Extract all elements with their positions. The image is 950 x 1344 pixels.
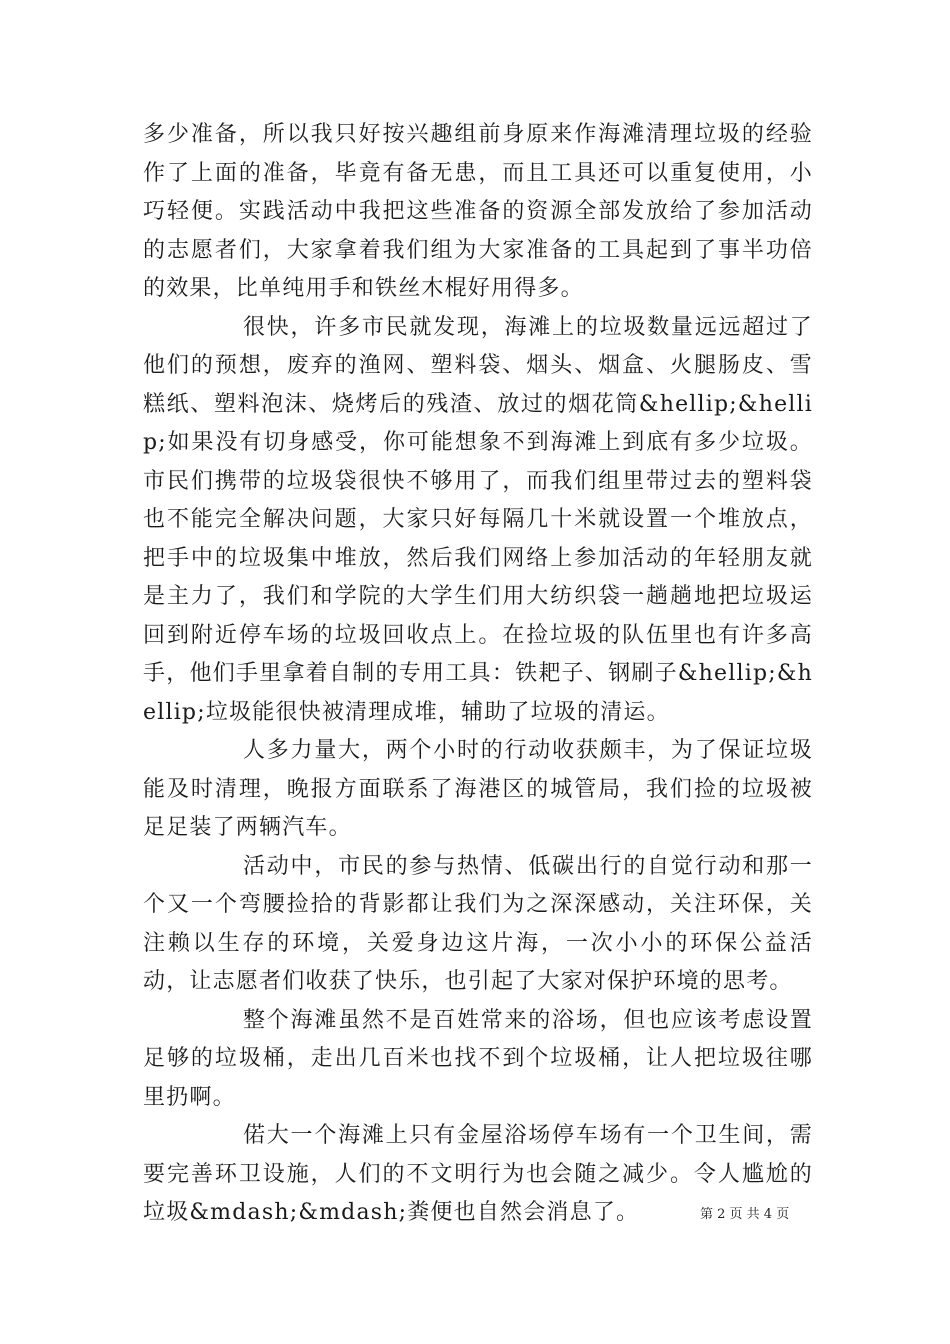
page-number-footer: 第 2 页 共 4 页 (700, 1207, 790, 1222)
paragraph: 人多力量大，两个小时的行动收获颇丰，为了保证垃圾能及时清理，晚报方面联系了海港区的城管局，我们捡的垃圾被足足装了两辆汽车。 (143, 738, 813, 840)
paragraph: 很快，许多市民就发现，海滩上的垃圾数量远远超过了他们的预想，废弃的渔网、塑料袋、烟头、烟盒、火腿肠皮、雪糕纸、塑料泡沫、烧烤后的残渣、放过的烟花筒&hellip;&hellip;如果没有切身感受，你可能想象不到海滩上到底有多少垃圾。市民们携带的垃圾袋很快不够用了，而我们组里带过去的塑料袋也不能完全解决问题，大家只好每隔几十米就设置一个堆放点，把手中的垃圾集中堆放，然后我们网络上参加活动的年轻朋友就是主力了，我们和学院的大学生们用大纺织袋一趟趟地把垃圾运回到附近停车场的垃圾回收点上。在捡垃圾的队伍里也有许多高手，他们手里拿着自制的专用工具：铁耙子、钢刷子&hellip;&hellip;垃圾能很快被清理成堆，辅助了垃圾的清运。 (143, 314, 813, 725)
document-body (143, 116, 813, 1233)
paragraph: 整个海滩虽然不是百姓常来的浴场，但也应该考虑设置足够的垃圾桶，走出几百米也找不到个垃圾桶，让人把垃圾往哪里扔啊。 (143, 1007, 813, 1110)
paragraph: 活动中，市民的参与热情、低碳出行的自觉行动和那一个又一个弯腰捡拾的背影都让我们为之深深感动，关注环保，关注赖以生存的环境，关爱身边这片海，一次小小的环保公益活动，让志愿者们收获了快乐，也引起了大家对保护环境的思考。 (143, 853, 813, 994)
paragraph-continued: 多少准备，所以我只好按兴趣组前身原来作海滩清理垃圾的经验作了上面的准备，毕竟有备无患，而且工具还可以重复使用，小巧轻便。实践活动中我把这些准备的资源全部发放给了参加活动的志愿者们，大家拿着我们组为大家准备的工具起到了事半功倍的效果，比单纯用手和铁丝木棍好用得多。 (143, 122, 813, 301)
paragraph: 偌大一个海滩上只有金屋浴场停车场有一个卫生间，需要完善环卫设施，人们的不文明行为也会随之减少。令人尴尬的垃圾&mdash;&mdash;粪便也自然会消息了。 (143, 1123, 813, 1225)
